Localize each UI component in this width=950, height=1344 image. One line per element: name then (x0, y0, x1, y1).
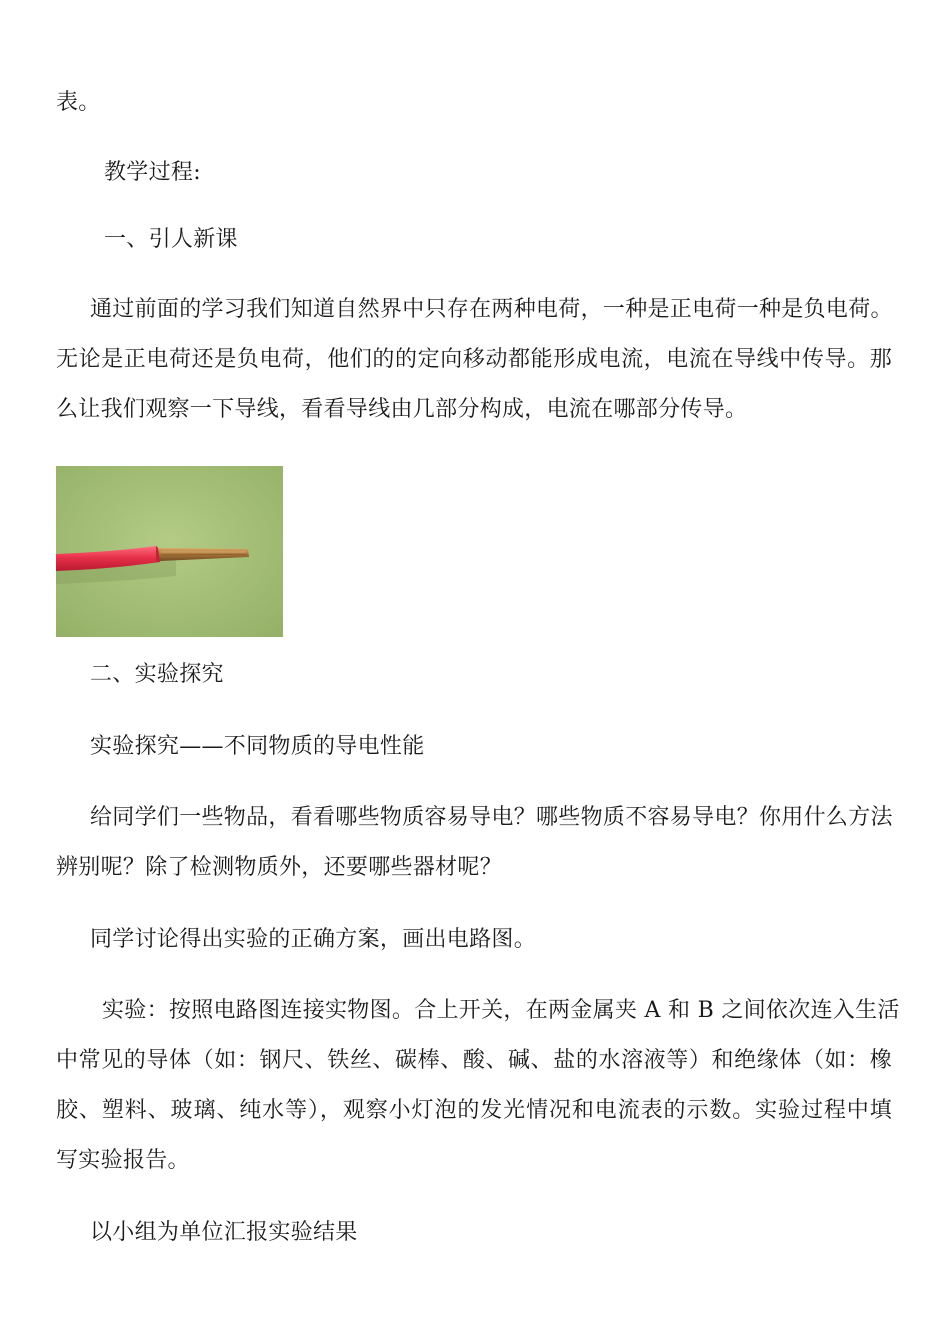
paragraph-intro-line-2: 无论是正电荷还是负电荷，他们的的定向移动都能形成电流，电流在导线中传导。那 (56, 347, 892, 372)
section-heading-teaching-process: 教学过程: (104, 160, 201, 185)
paragraph-question-line-2: 辨别呢？除了检测物质外，还要哪些器材呢？ (56, 855, 503, 880)
paragraph-procedure-line-2: 中常见的导体（如：钢尺、铁丝、碳棒、酸、碱、盐的水溶液等）和绝缘体（如：橡 (56, 1048, 892, 1073)
section-heading-introduction: 一、引人新课 (104, 227, 238, 252)
text-line-continuation: 表。 (56, 90, 101, 115)
section-heading-experiment: 二、实验探究 (90, 662, 224, 687)
paragraph-question-line-1: 给同学们一些物品，看看哪些物质容易导电？哪些物质不容易导电？你用什么方法 (90, 805, 893, 830)
wire-photo (56, 466, 283, 637)
paragraph-discussion: 同学讨论得出实验的正确方案，画出电路图。 (90, 927, 537, 952)
paragraph-intro-line-3: 么让我们观察一下导线，看看导线由几部分构成，电流在哪部分传导。 (56, 397, 748, 422)
paragraph-intro-line-1: 通过前面的学习我们知道自然界中只存在两种电荷，一种是正电荷一种是负电荷。 (90, 297, 893, 322)
paragraph-report: 以小组为单位汇报实验结果 (90, 1220, 358, 1245)
paragraph-procedure-line-3: 胶、塑料、玻璃、纯水等），观察小灯泡的发光情况和电流表的示数。实验过程中填 (56, 1098, 892, 1123)
paragraph-procedure-line-4: 写实验报告。 (56, 1148, 190, 1173)
experiment-title: 实验探究——不同物质的导电性能 (90, 734, 425, 759)
paragraph-procedure-line-1: 实验：按照电路图连接实物图。合上开关，在两金属夹 A 和 B 之间依次连入生活 (102, 998, 900, 1023)
